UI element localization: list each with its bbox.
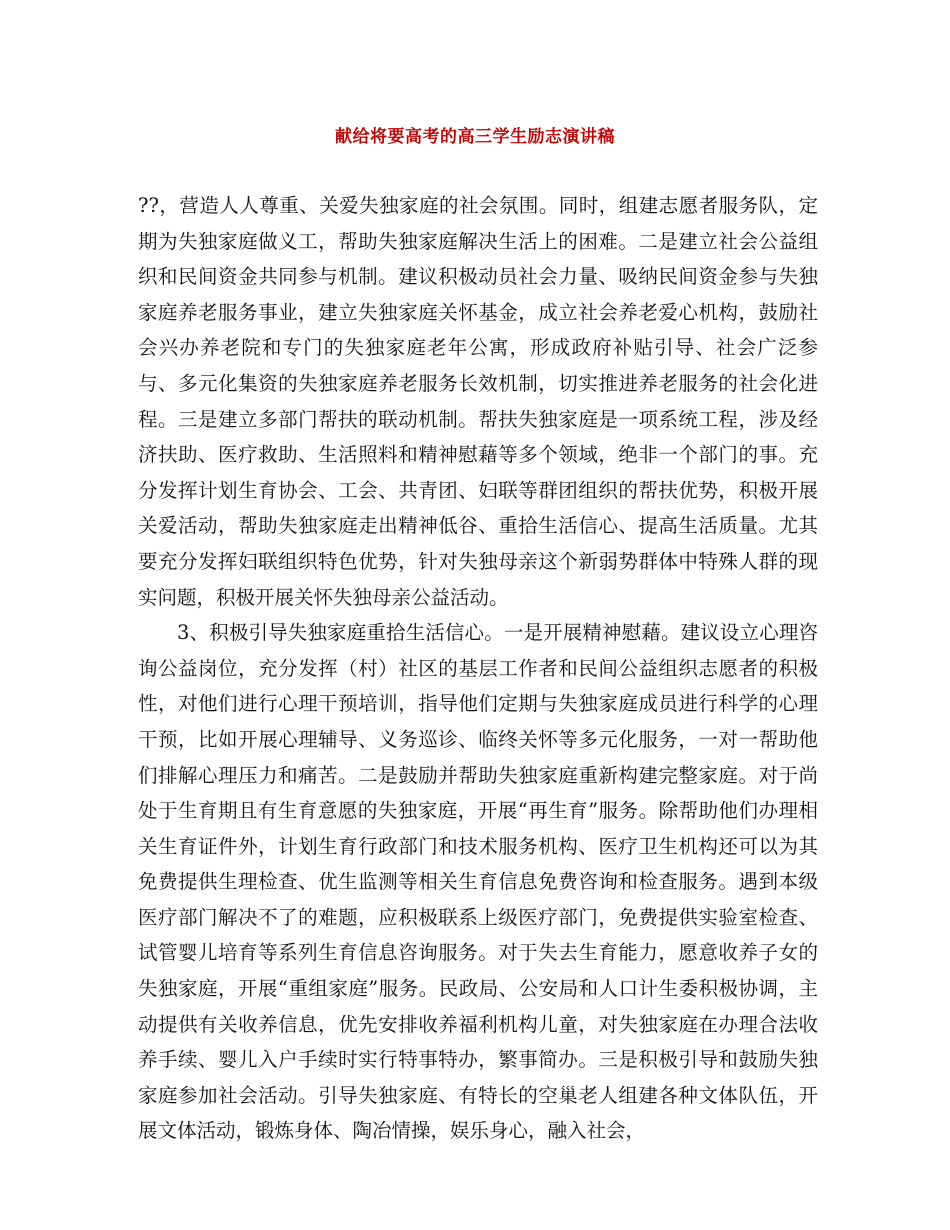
document-title: 献给将要高考的高三学生励志演讲稿	[335, 127, 615, 147]
document-body	[138, 188, 818, 1149]
paragraph-1: ??，营造人人尊重、关爱失独家庭的社会氛围。同时，组建志愿者服务队，定期为失独家庭做义工，帮助失独家庭解决生活上的困难。二是建立社会公益组织和民间资金共同参与机制。建议积极动员社会力量、吸纳民间资金参与失独家庭养老服务事业，建立失独家庭关怀基金，成立社会养老爱心机构，鼓励社会兴办养老院和专门的失独家庭老年公寓，形成政府补贴引导、社会广泛参与、多元化集资的失独家庭养老服务长效机制，切实推进养老服务的社会化进程。三是建立多部门帮扶的联动机制。帮扶失独家庭是一项系统工程，涉及经济扶助、医疗救助、生活照料和精神慰藉等多个领域，绝非一个部门的事。充分发挥计划生育协会、工会、共青团、妇联等群团组织的帮扶优势，积极开展关爱活动，帮助失独家庭走出精神低谷、重拾生活信心、提高生活质量。尤其要充分发挥妇联组织特色优势，针对失独母亲这个新弱势群体中特殊人群的现实问题，积极开展关怀失独母亲公益活动。	[138, 194, 818, 609]
paragraph-2: 3、积极引导失独家庭重拾生活信心。一是开展精神慰藉。建议设立心理咨询公益岗位，充分发挥（村）社区的基层工作者和民间公益组织志愿者的积极性，对他们进行心理干预培训，指导他们定期与失独家庭成员进行科学的心理干预，比如开展心理辅导、义务巡诊、临终关怀等多元化服务，一对一帮助他们排解心理压力和痛苦。二是鼓励并帮助失独家庭重新构建完整家庭。对于尚处于生育期且有生育意愿的失独家庭，开展“再生育”服务。除帮助他们办理相关生育证件外，计划生育行政部门和技术服务机构、医疗卫生机构还可以为其免费提供生理检查、优生监测等相关生育信息免费咨询和检查服务。遇到本级医疗部门解决不了的难题，应积极联系上级医疗部门，免费提供实验室检查、试管婴儿培育等系列生育信息咨询服务。对于失去生育能力，愿意收养子女的失独家庭，开展“重组家庭”服务。民政局、公安局和人口计生委积极协调，主动提供有关收养信息，优先安排收养福利机构儿童，对失独家庭在办理合法收养手续、婴儿入户手续时实行特事特办，繁事简办。三是积极引导和鼓励失独家庭参加社会活动。引导失独家庭、有特长的空巢老人组建各种文体队伍，开展文体活动，锻炼身体、陶冶情操，娱乐身心，融入社会，	[138, 621, 818, 1143]
